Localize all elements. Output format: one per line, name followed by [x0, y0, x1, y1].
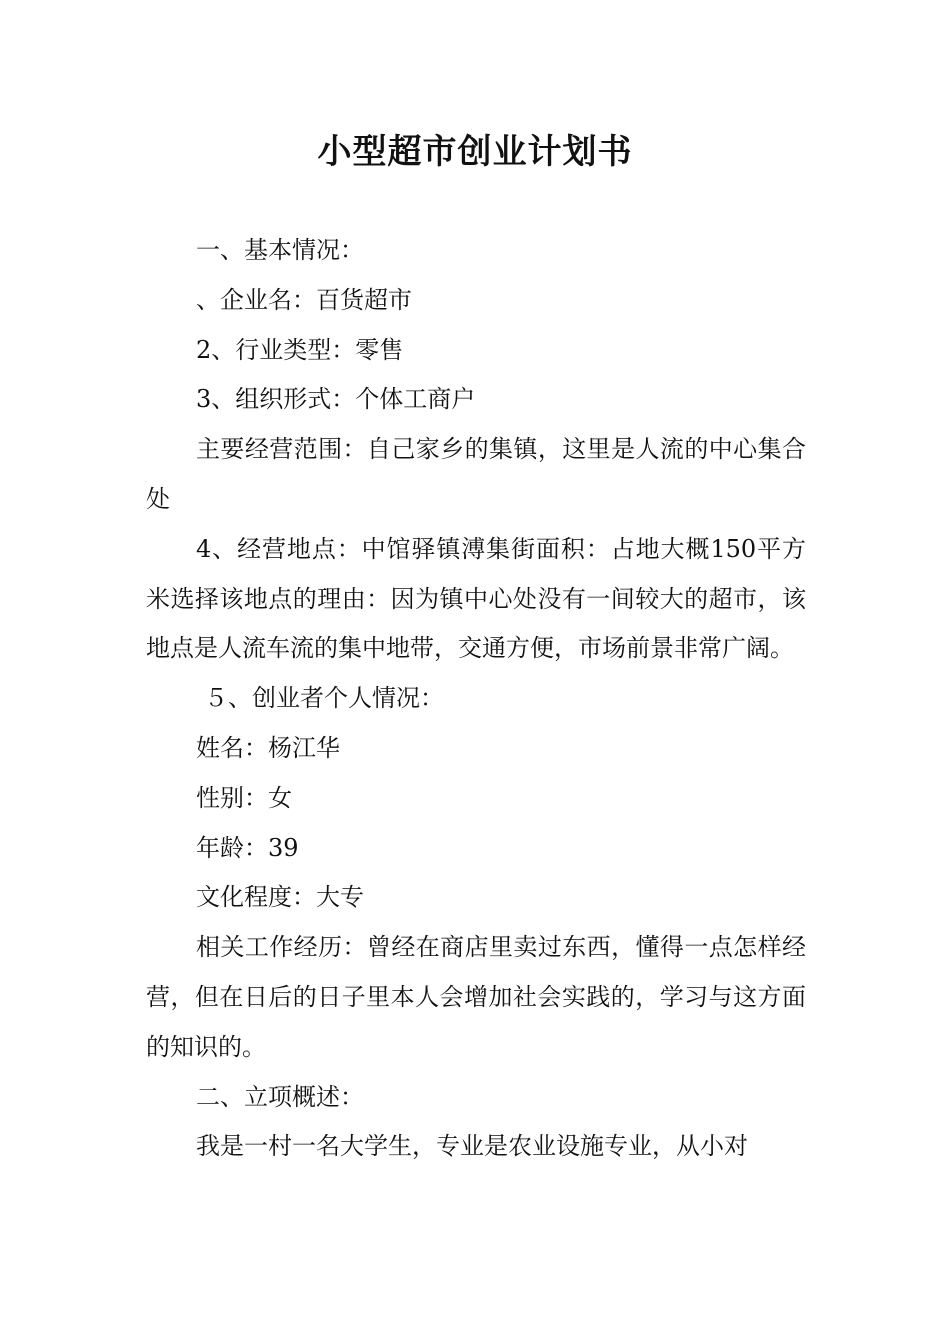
document-title: 小型超市创业计划书 — [317, 132, 633, 172]
document-body — [146, 226, 806, 1172]
section-heading-basic-info: 一、基本情况： — [196, 236, 364, 264]
paragraph-company-name: 、企业名：百货超市 — [196, 285, 412, 314]
section-heading-project-overview: 二、立项概述： — [196, 1082, 364, 1111]
paragraph-industry-type: 2、行业类型：零售 — [196, 335, 404, 364]
paragraph-founder-age: 年龄：39 — [196, 833, 299, 862]
paragraph-founder-name: 姓名：杨江华 — [196, 733, 340, 762]
paragraph-project-overview: 我是一村一名大学生，专业是农业设施专业，从小对 — [196, 1132, 748, 1161]
paragraph-organization-form: 3、组织形式：个体工商户 — [196, 385, 476, 414]
paragraph-founder-info-heading: ５、创业者个人情况： — [204, 684, 444, 713]
paragraph-business-scope: 主要经营范围：自己家乡的集镇，这里是人流的中心集合处 — [146, 435, 806, 513]
paragraph-founder-gender: 性别：女 — [196, 783, 292, 812]
paragraph-founder-education: 文化程度：大专 — [196, 883, 364, 912]
paragraph-business-location: 4、经营地点：中馆驿镇溥集街面积：占地大概150平方米选择该地点的理由：因为镇中心处没有一间较大的超市，该地点是人流车流的集中地带，交通方便，市场前景非常广阔。 — [146, 534, 806, 663]
paragraph-work-experience: 相关工作经历：曾经在商店里卖过东西，懂得一点怎样经营，但在日后的日子里本人会增加社会实践的，学习与这方面的知识的。 — [146, 933, 806, 1061]
